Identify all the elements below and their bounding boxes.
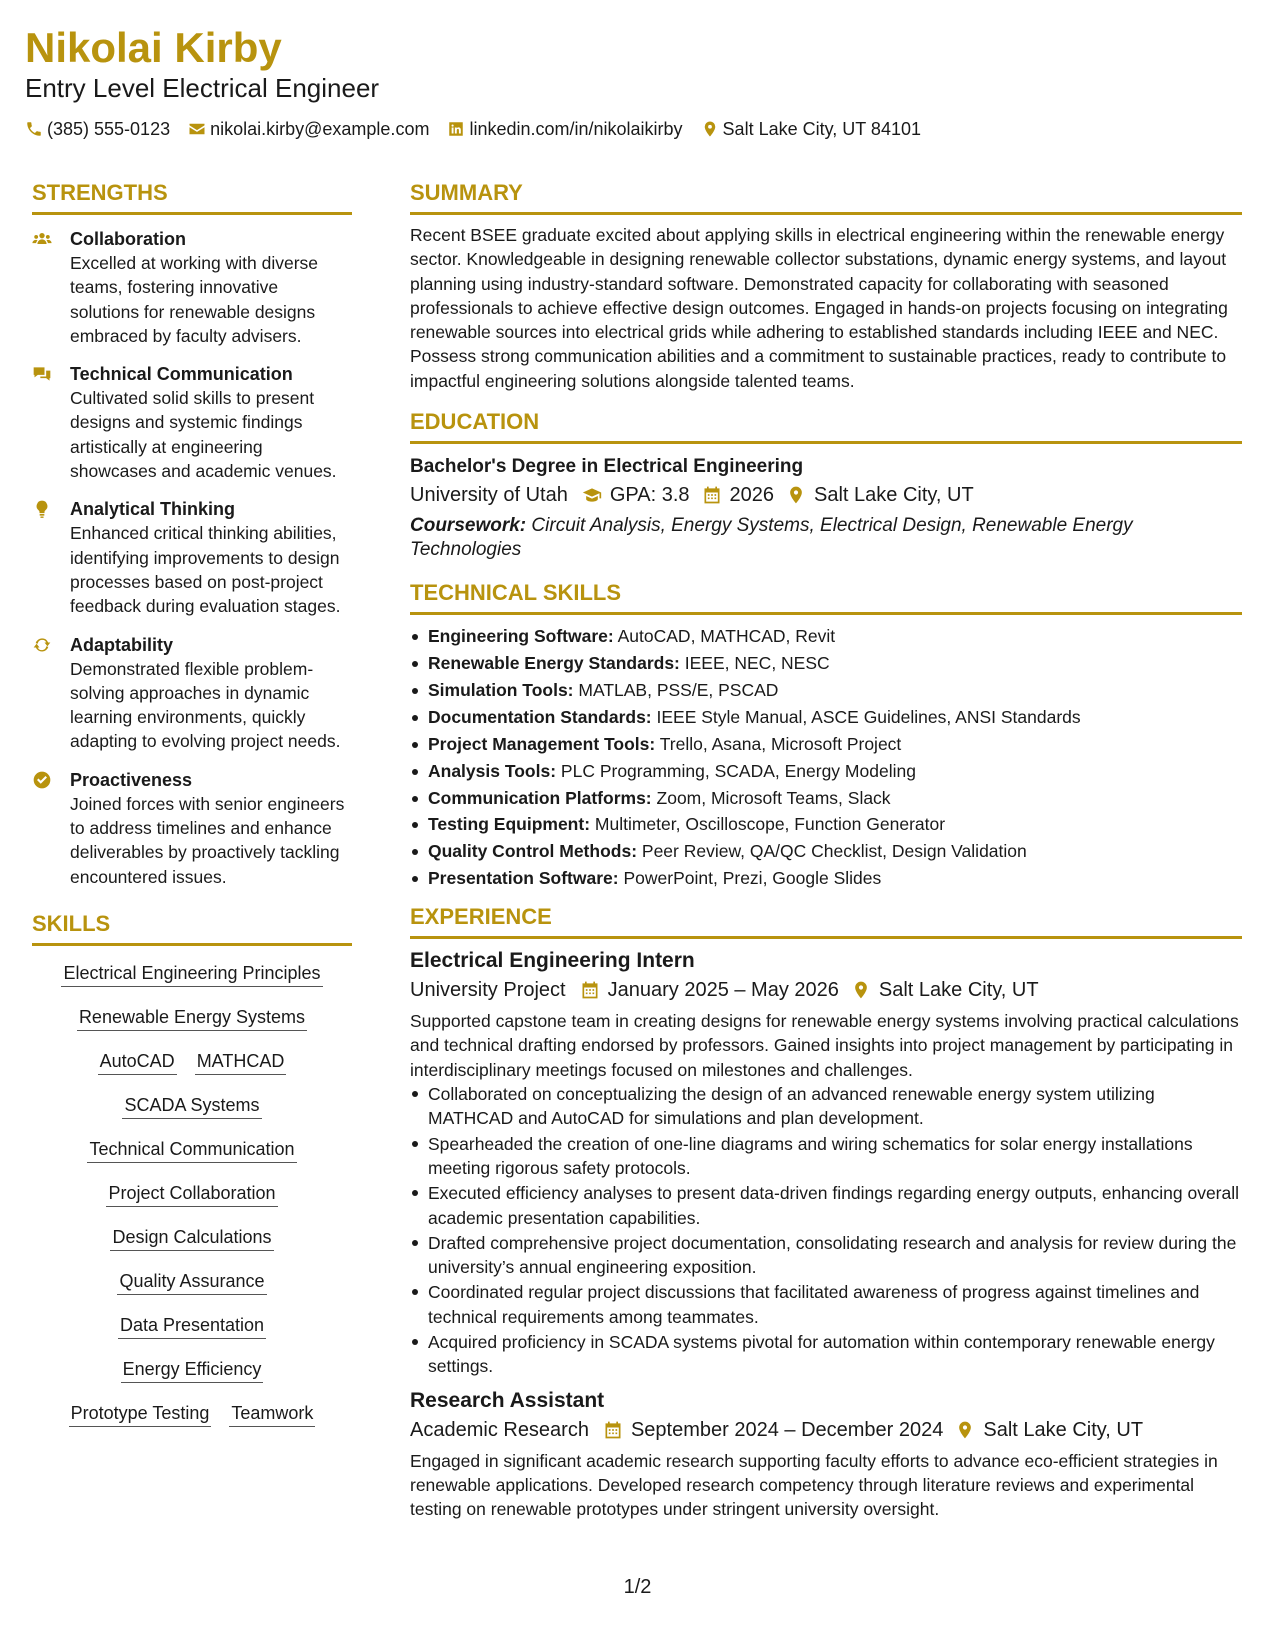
contact-location: [701, 119, 921, 140]
job-location: Salt Lake City, UT: [983, 1418, 1144, 1441]
skill-chip: Project Collaboration: [106, 1180, 277, 1207]
skill-label: Testing Equipment:: [428, 814, 591, 835]
skill-value: Multimeter, Oscilloscope, Function Generator: [594, 814, 946, 835]
strength-item: [32, 227, 352, 348]
skill-value: Trello, Asana, Microsoft Project: [659, 733, 902, 754]
job-org: University Project: [410, 979, 566, 1002]
skill-label: Analysis Tools:: [428, 760, 557, 781]
list-item: Collaborated on conceptualizing the design of an advanced renewable energy system utilizing MATHCAD and AutoCAD for simulations and plan development.: [410, 1082, 1242, 1131]
job-meta: [410, 975, 1242, 1005]
list-item: [410, 838, 1242, 865]
skill-chip: Prototype Testing: [69, 1400, 212, 1427]
degree-title: Bachelor's Degree in Electrical Engineering: [410, 456, 804, 478]
skill-label: Communication Platforms:: [428, 787, 652, 808]
job-title: Research Assistant: [410, 1388, 605, 1412]
education-heading: EDUCATION: [410, 409, 1242, 444]
list-item: Drafted comprehensive project documentation, consolidating research and analysis for review during the university’s annual engineering exposition.: [410, 1231, 1242, 1280]
sync-icon: [32, 635, 52, 655]
technical-skills-list: [410, 623, 1242, 892]
strength-desc: Joined forces with senior engineers to address timelines and enhance deliverables by proactively tackling encountered issues.: [70, 793, 345, 887]
list-item: Spearheaded the creation of one-line diagrams and wiring schematics for solar energy installations meeting rigorous safety protocols.: [410, 1132, 1242, 1181]
list-item: Executed efficiency analyses to present data-driven findings regarding energy outputs, enhancing overall academic presentation capabilities.: [410, 1181, 1242, 1230]
skill-chip: Electrical Engineering Principles: [61, 960, 322, 987]
skill-chip: Quality Assurance: [117, 1268, 266, 1295]
skill-label: Renewable Energy Standards:: [428, 652, 680, 673]
education-meta: [410, 480, 1242, 510]
list-item: Acquired proficiency in SCADA systems pivotal for automation within contemporary renewable energy settings.: [410, 1330, 1242, 1379]
job-location: Salt Lake City, UT: [878, 979, 1039, 1002]
skill-value: IEEE, NEC, NESC: [684, 652, 830, 673]
strength-title: Collaboration: [70, 229, 186, 249]
strength-title: Proactiveness: [70, 769, 193, 790]
list-item: [410, 865, 1242, 892]
right-column: [410, 180, 1242, 1521]
comments-icon: [32, 364, 52, 384]
contact-linkedin[interactable]: [447, 119, 682, 140]
skill-value: Peer Review, QA/QC Checklist, Design Validation: [641, 841, 1027, 862]
strength-item: [32, 362, 352, 483]
map-marker-icon: [955, 1420, 975, 1440]
skill-value: MATLAB, PSS/E, PSCAD: [578, 679, 779, 700]
strength-item: [32, 497, 352, 618]
skill-chip: AutoCAD: [98, 1048, 177, 1075]
candidate-name: Nikolai Kirby: [25, 24, 282, 71]
coursework-label: Coursework:: [410, 515, 527, 537]
strength-title: Analytical Thinking: [70, 499, 236, 520]
skill-label: Quality Control Methods:: [428, 841, 638, 862]
list-item: [410, 811, 1242, 838]
coursework-text: Circuit Analysis, Energy Systems, Electrical Design, Renewable Energy Technologies: [410, 515, 1133, 561]
coursework: [410, 514, 1242, 562]
skill-label: Presentation Software:: [428, 868, 619, 889]
gpa-text: GPA: 3.8: [609, 484, 690, 507]
strength-title: Adaptability: [70, 634, 174, 655]
summary-text: Recent BSEE graduate excited about applying skills in electrical engineering within the renewable energy sector. Knowledgeable in designing renewable collector substations, dynamic energy systems, and layout planning using industry-standard software. Demonstrated capacity for collaborating with seasoned professionals to achieve effective design outcomes. Engaged in hands-on projects focusing on integrating renewable sources into electrical grids while adhering to established standards including IEEE and NEC. Possess strong communication abilities and a commitment to sustainable practices, ready to contribute to impactful engineering solutions alongside talented teams.: [410, 225, 1228, 391]
location-text: Salt Lake City, UT 84101: [722, 118, 921, 139]
lightbulb-icon: [32, 499, 52, 519]
page-number: 1/2: [623, 1576, 652, 1598]
strengths-heading: STRENGTHS: [32, 180, 352, 215]
education-location: Salt Lake City, UT: [814, 484, 974, 507]
skill-label: Engineering Software:: [428, 626, 614, 647]
map-marker-icon: [701, 120, 719, 138]
strength-title: Technical Communication: [70, 364, 293, 385]
contact-row: [25, 116, 1245, 142]
school-name: University of Utah: [410, 484, 568, 507]
calendar-icon: [702, 485, 722, 505]
linkedin-text: linkedin.com/in/nikolaikirby: [469, 118, 683, 139]
job-meta: [410, 1415, 1242, 1445]
skill-chip: MATHCAD: [195, 1048, 287, 1075]
list-item: [410, 785, 1242, 812]
strength-desc: Cultivated solid skills to present designs and systemic findings artistically at engineering showcases and academic venues.: [70, 388, 337, 482]
job-description: Engaged in significant academic research supporting faculty efforts to advance eco-efficient strategies in renewable applications. Developed research competency through literature reviews and experimental testing on renewable prototypes under stringent university oversight.: [410, 1450, 1218, 1520]
skill-value: IEEE Style Manual, ASCE Guidelines, ANSI Standards: [656, 706, 1081, 727]
list-item: [410, 731, 1242, 758]
graduation-year: 2026: [729, 484, 775, 507]
calendar-icon: [603, 1420, 623, 1440]
map-marker-icon: [786, 485, 806, 505]
strength-item: [32, 633, 352, 754]
phone-icon: [25, 120, 43, 138]
strength-item: [32, 768, 352, 889]
skill-chip: Technical Communication: [87, 1136, 296, 1163]
map-marker-icon: [851, 980, 871, 1000]
list-item: [410, 677, 1242, 704]
skill-value: PLC Programming, SCADA, Energy Modeling: [560, 760, 916, 781]
strength-desc: Enhanced critical thinking abilities, identifying improvements to design processes based on post-project feedback during evaluation stages.: [70, 523, 341, 617]
list-item: [410, 623, 1242, 650]
job-entry: [410, 947, 1242, 1378]
job-title: Electrical Engineering Intern: [410, 949, 695, 973]
job-org: Academic Research: [410, 1418, 589, 1441]
skill-chip: Data Presentation: [118, 1312, 266, 1339]
experience-heading: EXPERIENCE: [410, 904, 1242, 939]
linkedin-icon: [447, 120, 465, 138]
summary-heading: SUMMARY: [410, 180, 1242, 215]
skill-chip: Design Calculations: [110, 1224, 273, 1251]
envelope-icon: [188, 120, 206, 138]
skill-value: PowerPoint, Prezi, Google Slides: [623, 868, 882, 889]
strengths-list: [32, 227, 352, 889]
job-dates: January 2025 – May 2026: [607, 979, 839, 1002]
resume-header: [25, 22, 1245, 142]
skill-chip: Renewable Energy Systems: [77, 1004, 307, 1031]
skill-value: AutoCAD, MATHCAD, Revit: [617, 626, 836, 647]
skill-label: Project Management Tools:: [428, 733, 656, 754]
phone-text: (385) 555-0123: [47, 118, 171, 139]
check-circle-icon: [32, 770, 52, 790]
calendar-icon: [580, 980, 600, 1000]
skill-label: Simulation Tools:: [428, 679, 574, 700]
list-item: [410, 758, 1242, 785]
strength-desc: Excelled at working with diverse teams, fostering innovative solutions for renewable designs embraced by faculty advisers.: [70, 253, 319, 346]
candidate-title: Entry Level Electrical Engineer: [25, 73, 380, 103]
skills-heading: SKILLS: [32, 911, 352, 946]
users-icon: [32, 229, 52, 249]
left-column: [32, 180, 352, 1444]
job-description: Supported capstone team in creating designs for renewable energy systems involving practical calculations and technical drafting endorsed by professors. Gained insights into project management by participating in interdisciplinary meetings focused on milestones and challenges.: [410, 1011, 1239, 1080]
contact-phone[interactable]: [25, 119, 170, 140]
skill-value: Zoom, Microsoft Teams, Slack: [656, 787, 891, 808]
skill-chip: Energy Efficiency: [121, 1356, 264, 1383]
technical-skills-heading: TECHNICAL SKILLS: [410, 580, 1242, 615]
skill-chip: Teamwork: [229, 1400, 315, 1427]
contact-email[interactable]: [188, 119, 429, 140]
skill-label: Documentation Standards:: [428, 706, 652, 727]
list-item: [410, 704, 1242, 731]
strength-desc: Demonstrated flexible problem-solving approaches in dynamic learning environments, quickly adapting to evolving project needs.: [70, 658, 341, 752]
job-bullets: [410, 1082, 1242, 1379]
graduation-cap-icon: [582, 485, 602, 505]
skills-list: [32, 960, 352, 1427]
job-dates: September 2024 – December 2024: [630, 1418, 944, 1441]
skill-chip: SCADA Systems: [122, 1092, 261, 1119]
job-entry: [410, 1387, 1242, 1522]
email-text: nikolai.kirby@example.com: [210, 118, 430, 139]
list-item: [410, 650, 1242, 677]
list-item: Coordinated regular project discussions that facilitated awareness of progress against timelines and technical requirements among teammates.: [410, 1280, 1242, 1329]
